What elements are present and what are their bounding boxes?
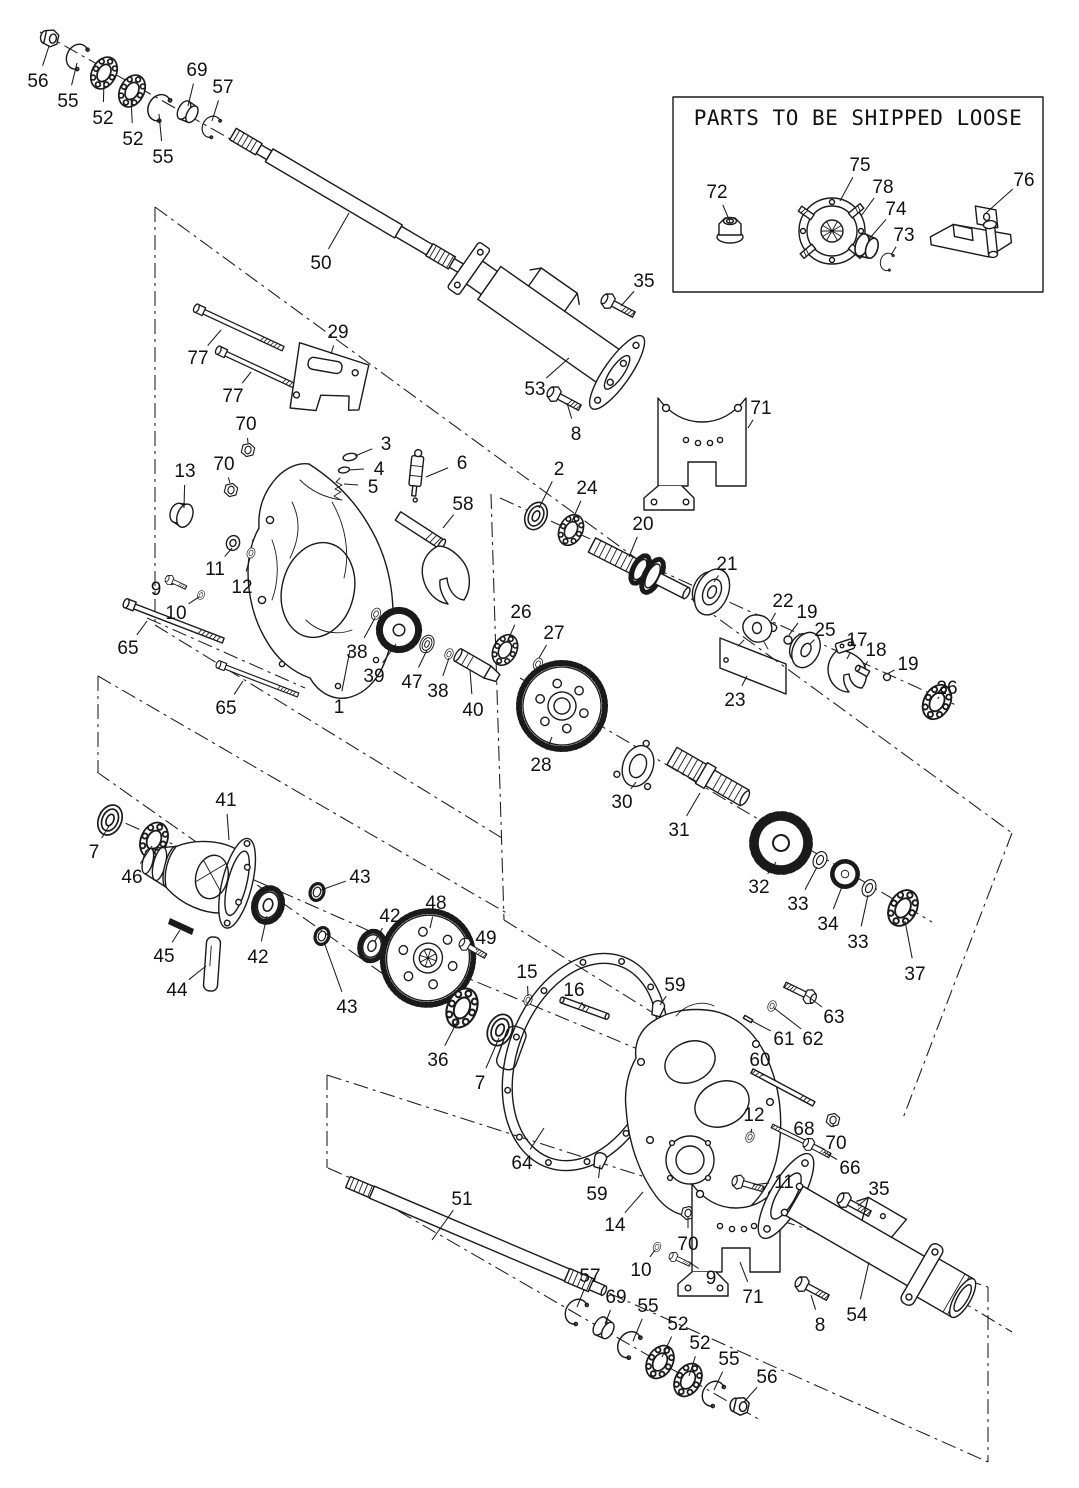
leader-line [137, 621, 147, 635]
leader-line [771, 613, 776, 621]
part-label: 24 [576, 478, 598, 499]
part-label: 76 [1013, 170, 1035, 191]
part-label: 12 [743, 1105, 765, 1126]
part-label: 59 [664, 975, 686, 996]
part-label: 10 [165, 603, 187, 624]
leader-line [891, 247, 896, 255]
differential-group [93, 801, 388, 991]
leader-line [629, 537, 637, 557]
leader-line [840, 177, 853, 201]
leader-line [861, 895, 868, 926]
part-label: 50 [310, 253, 332, 274]
leader-line [103, 80, 104, 102]
final-drive-group [371, 899, 610, 1049]
axle-tube-upper-group [438, 229, 746, 510]
leader-line [869, 219, 886, 239]
part-label: 46 [121, 867, 143, 888]
part-label: 65 [117, 638, 139, 659]
part-label: 32 [748, 877, 770, 898]
leader-line [577, 1289, 584, 1307]
part-label: 63 [823, 1007, 845, 1028]
part-label: 1 [333, 697, 345, 718]
part-label: 43 [336, 997, 358, 1018]
part-label: 38 [427, 681, 449, 702]
leader-line [419, 650, 427, 667]
part-label: 3 [380, 434, 392, 455]
leader-line [650, 1250, 655, 1257]
leader-line [744, 1387, 757, 1402]
part-label: 21 [716, 554, 738, 575]
leader-line [811, 1295, 816, 1310]
leader-line [476, 949, 477, 950]
part-label: 39 [363, 666, 385, 687]
part-label: 7 [474, 1073, 486, 1094]
part-label: 55 [57, 91, 79, 112]
part-label: 26 [936, 678, 958, 699]
part-label: 37 [904, 964, 926, 985]
shift-bracket-group [192, 303, 370, 420]
part-label: 55 [152, 147, 174, 168]
shift-fork-58 [395, 511, 470, 604]
part-label: 8 [570, 424, 582, 445]
part-label: 33 [847, 932, 869, 953]
part-label: 14 [604, 1215, 626, 1236]
leader-line [443, 515, 454, 528]
part-label: 20 [632, 514, 654, 535]
part-label: 70 [677, 1234, 699, 1255]
leader-line [740, 1262, 748, 1282]
part-label: 71 [750, 398, 772, 419]
part-label: 70 [235, 414, 257, 435]
part-label: 48 [425, 893, 447, 914]
leader-line [247, 438, 248, 443]
part-label: 58 [452, 494, 474, 515]
leader-line [171, 584, 174, 585]
leader-line [905, 921, 912, 958]
part-label: 17 [846, 630, 868, 651]
part-label: 12 [231, 577, 253, 598]
part-label: 51 [451, 1189, 473, 1210]
part-label: 57 [579, 1266, 601, 1287]
leader-line [349, 469, 364, 470]
part-label: 13 [174, 461, 196, 482]
output-gear-28 [508, 652, 616, 760]
part-label: 41 [215, 790, 237, 811]
leader-line [242, 372, 251, 383]
part-label: 52 [689, 1333, 711, 1354]
part-label: 9 [150, 579, 162, 600]
part-label: 47 [401, 672, 423, 693]
part-label: 9 [705, 1268, 717, 1289]
part-label: 45 [153, 946, 175, 967]
part-label: 65 [215, 698, 237, 719]
part-label: 43 [349, 867, 371, 888]
part-label: 25 [814, 620, 836, 641]
part-label: 42 [379, 906, 401, 927]
part-label: 18 [865, 640, 887, 661]
leader-line [539, 645, 547, 658]
part-label: 56 [27, 71, 49, 92]
part-label: 31 [668, 820, 690, 841]
leader-line [748, 420, 753, 428]
leader-line [443, 658, 449, 676]
leader-line [184, 485, 185, 508]
leader-line [530, 1128, 544, 1149]
hub-75 [798, 198, 865, 264]
leader-line [189, 597, 199, 604]
part-label: 33 [787, 894, 809, 915]
leader-line [774, 1008, 801, 1029]
part-label: 77 [222, 386, 244, 407]
leader-line [159, 114, 162, 141]
axle-shaft-50 [229, 128, 468, 277]
rear-axle-shaft-upper-group [39, 28, 468, 277]
leader-line [426, 468, 448, 477]
part-label: 77 [187, 348, 209, 369]
leader-line [752, 1021, 771, 1031]
clevis-bracket-76 [928, 203, 1013, 264]
leader-line [321, 881, 346, 890]
shipped-loose-box [673, 97, 1043, 292]
part-label: 52 [92, 108, 114, 129]
part-label: 23 [724, 690, 746, 711]
part-label: 52 [122, 129, 144, 150]
box-title: PARTS TO BE SHIPPED LOOSE [693, 106, 1023, 130]
part-label: 42 [247, 947, 269, 968]
part-label: 35 [868, 1179, 890, 1200]
part-label: 40 [462, 700, 484, 721]
part-label: 64 [511, 1153, 533, 1174]
part-label: 35 [633, 271, 655, 292]
part-label: 30 [611, 792, 633, 813]
countershaft-group [508, 652, 924, 931]
part-label: 27 [543, 623, 565, 644]
leader-line [887, 670, 895, 674]
part-label: 49 [475, 928, 497, 949]
part-label: 10 [630, 1260, 652, 1281]
part-label: 26 [510, 602, 532, 623]
part-label: 29 [327, 322, 349, 343]
leader-line [546, 358, 569, 378]
leader-line [324, 942, 342, 992]
part-label: 78 [872, 177, 894, 198]
leader-line [344, 484, 358, 485]
part-label: 5 [367, 477, 379, 498]
part-label: 59 [586, 1184, 608, 1205]
mounting-bracket-71a [644, 398, 746, 510]
part-label: 69 [605, 1287, 627, 1308]
part-label: 52 [667, 1314, 689, 1335]
ring-73 [878, 252, 894, 272]
part-label: 7 [88, 842, 100, 863]
part-label: 11 [774, 1172, 794, 1193]
leader-line [234, 681, 243, 694]
leader-line [805, 867, 817, 890]
part-label: 74 [885, 199, 907, 220]
part-label: 73 [893, 225, 915, 246]
part-label: 53 [524, 379, 546, 400]
part-label: 68 [793, 1119, 815, 1140]
part-label: 19 [897, 654, 919, 675]
part-label: 28 [530, 755, 552, 776]
part-label: 70 [825, 1133, 847, 1154]
leader-line [355, 449, 372, 456]
part-label: 2 [553, 459, 565, 480]
gear-case-1 [248, 464, 393, 699]
leader-line [986, 189, 1013, 213]
leader-line [860, 1262, 869, 1299]
part-label: 8 [814, 1315, 826, 1336]
leader-line [621, 291, 634, 306]
part-label: 22 [772, 591, 794, 612]
leader-line [227, 814, 229, 840]
part-label: 55 [637, 1296, 659, 1317]
part-label: 16 [563, 980, 585, 1001]
leader-line [833, 884, 843, 909]
leader-line [72, 63, 77, 85]
part-label: 61 [773, 1029, 795, 1050]
part-label: 15 [516, 962, 538, 983]
part-label: 70 [213, 454, 235, 475]
part-label: 44 [166, 980, 188, 1001]
part-label: 57 [212, 77, 234, 98]
leader-line [228, 477, 230, 483]
part-label: 72 [706, 182, 728, 203]
part-label: 69 [186, 60, 208, 81]
part-label: 71 [742, 1287, 764, 1308]
part-label: 66 [839, 1158, 861, 1179]
part-label: 55 [718, 1349, 740, 1370]
part-label: 4 [373, 459, 385, 480]
part-label: 56 [756, 1367, 778, 1388]
part-label: 34 [817, 914, 839, 935]
leader-line [470, 670, 472, 694]
part-label: 38 [346, 642, 368, 663]
leader-line [539, 481, 552, 508]
leader-line [687, 793, 700, 816]
leader-line [751, 1129, 752, 1133]
part-label: 75 [849, 155, 871, 176]
part-label: 11 [205, 559, 225, 580]
axle-shaft-51 [345, 1176, 608, 1298]
leader-line [789, 623, 798, 635]
leader-line [625, 1192, 643, 1213]
leader-line [328, 213, 349, 249]
part-label: 19 [796, 602, 818, 623]
leader-line [172, 930, 180, 942]
leader-line [208, 330, 221, 346]
part-label: 36 [427, 1050, 449, 1071]
part-label: 60 [749, 1050, 771, 1071]
leader-line [833, 1124, 834, 1127]
part-label: 62 [802, 1029, 824, 1050]
part-label: 6 [456, 453, 468, 474]
part-label: 54 [846, 1305, 868, 1326]
leader-line [43, 46, 49, 66]
